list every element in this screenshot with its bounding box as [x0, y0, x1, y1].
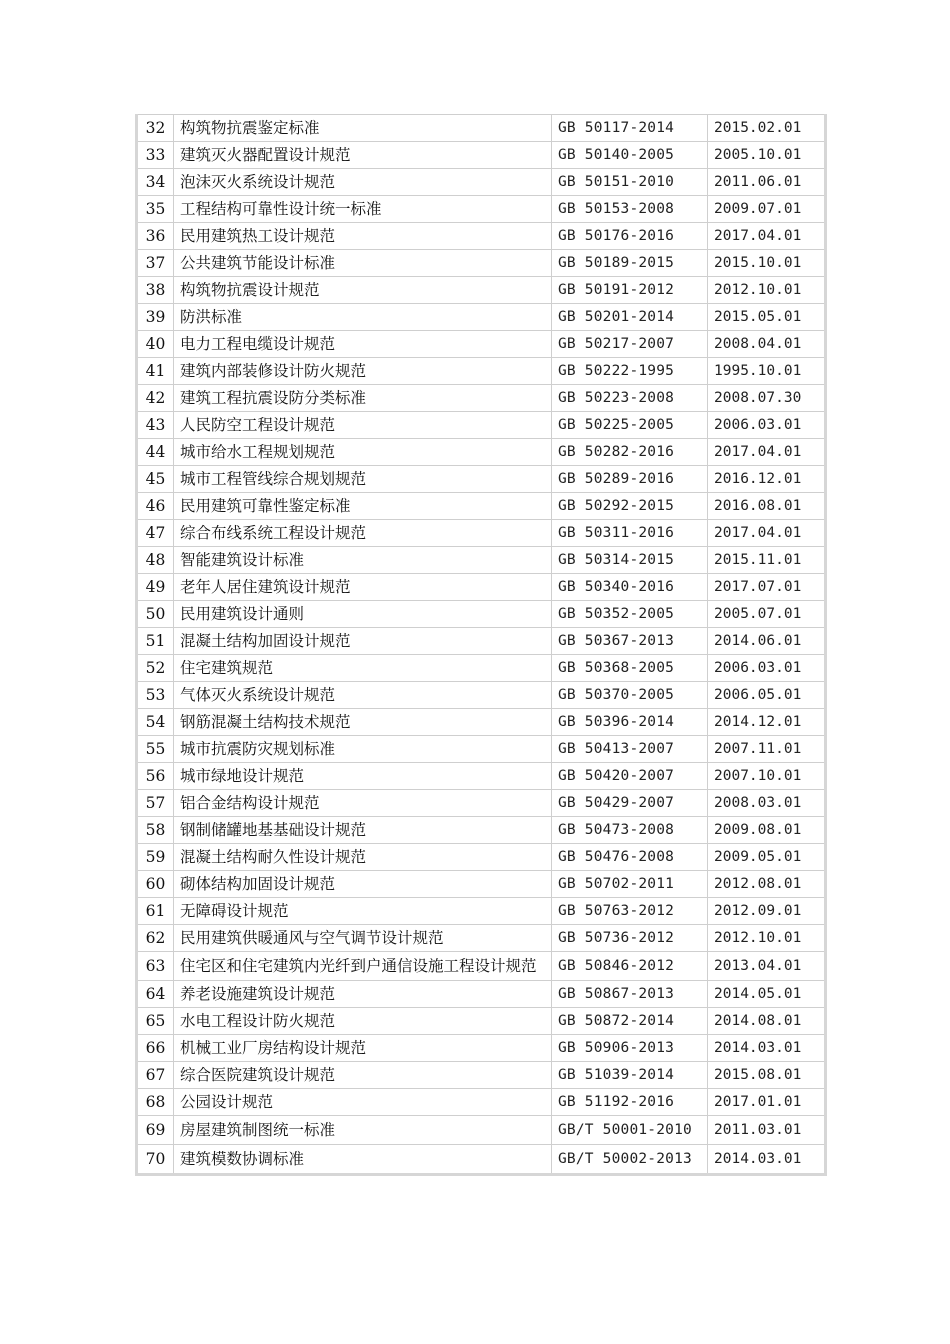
standard-name: 构筑物抗震设计规范 [174, 277, 552, 304]
table-row [137, 871, 826, 898]
table-row [137, 601, 826, 628]
effective-date: 2015.11.01 [708, 547, 826, 574]
standard-name: 电力工程电缆设计规范 [174, 331, 552, 358]
table-row [137, 142, 826, 169]
standard-name: 民用建筑设计通则 [174, 601, 552, 628]
standard-code: GB 51039-2014 [552, 1062, 708, 1089]
standard-code: GB 50872-2014 [552, 1008, 708, 1035]
standard-code: GB 50413-2007 [552, 736, 708, 763]
effective-date: 2017.07.01 [708, 574, 826, 601]
effective-date: 2009.08.01 [708, 817, 826, 844]
standard-name: 住宅建筑规范 [174, 655, 552, 682]
standard-code: GB 51192-2016 [552, 1089, 708, 1116]
standard-code: GB 50420-2007 [552, 763, 708, 790]
row-number: 48 [137, 547, 174, 574]
effective-date: 2006.03.01 [708, 412, 826, 439]
table-row [137, 682, 826, 709]
standard-code: GB 50292-2015 [552, 493, 708, 520]
row-number: 67 [137, 1062, 174, 1089]
effective-date: 2007.11.01 [708, 736, 826, 763]
standard-name: 公园设计规范 [174, 1089, 552, 1116]
row-number: 46 [137, 493, 174, 520]
table-row [137, 1089, 826, 1116]
standard-code: GB 50368-2005 [552, 655, 708, 682]
standard-name: 气体灭火系统设计规范 [174, 682, 552, 709]
row-number: 59 [137, 844, 174, 871]
table-row [137, 1145, 826, 1175]
table-row [137, 925, 826, 952]
standard-code: GB 50846-2012 [552, 952, 708, 981]
standard-name: 老年人居住建筑设计规范 [174, 574, 552, 601]
row-number: 49 [137, 574, 174, 601]
standard-code: GB 50429-2007 [552, 790, 708, 817]
row-number: 52 [137, 655, 174, 682]
standard-code: GB 50476-2008 [552, 844, 708, 871]
row-number: 70 [137, 1145, 174, 1175]
table-row [137, 250, 826, 277]
standard-name: 综合布线系统工程设计规范 [174, 520, 552, 547]
standard-name: 房屋建筑制图统一标准 [174, 1116, 552, 1145]
table-row [137, 493, 826, 520]
effective-date: 2014.03.01 [708, 1035, 826, 1062]
row-number: 39 [137, 304, 174, 331]
standard-code: GB 50191-2012 [552, 277, 708, 304]
row-number: 44 [137, 439, 174, 466]
standard-code: GB 50282-2016 [552, 439, 708, 466]
effective-date: 2009.05.01 [708, 844, 826, 871]
standard-name: 人民防空工程设计规范 [174, 412, 552, 439]
effective-date: 2005.10.01 [708, 142, 826, 169]
standard-code: GB 50396-2014 [552, 709, 708, 736]
standards-table-body [137, 115, 826, 1175]
effective-date: 2008.04.01 [708, 331, 826, 358]
standard-name: 公共建筑节能设计标准 [174, 250, 552, 277]
table-row [137, 331, 826, 358]
row-number: 62 [137, 925, 174, 952]
table-row [137, 952, 826, 981]
standard-name: 工程结构可靠性设计统一标准 [174, 196, 552, 223]
row-number: 55 [137, 736, 174, 763]
row-number: 41 [137, 358, 174, 385]
row-number: 69 [137, 1116, 174, 1145]
standard-name: 民用建筑可靠性鉴定标准 [174, 493, 552, 520]
standard-code: GB 50176-2016 [552, 223, 708, 250]
table-row [137, 547, 826, 574]
table-row [137, 439, 826, 466]
table-row [137, 277, 826, 304]
table-row [137, 466, 826, 493]
standard-name: 钢筋混凝土结构技术规范 [174, 709, 552, 736]
standard-name: 建筑内部装修设计防火规范 [174, 358, 552, 385]
standard-name: 建筑工程抗震设防分类标准 [174, 385, 552, 412]
effective-date: 2005.07.01 [708, 601, 826, 628]
row-number: 47 [137, 520, 174, 547]
standard-code: GB 50151-2010 [552, 169, 708, 196]
row-number: 61 [137, 898, 174, 925]
standard-code: GB 50217-2007 [552, 331, 708, 358]
table-row [137, 385, 826, 412]
row-number: 45 [137, 466, 174, 493]
standard-code: GB 50906-2013 [552, 1035, 708, 1062]
row-number: 57 [137, 790, 174, 817]
table-row [137, 709, 826, 736]
row-number: 38 [137, 277, 174, 304]
row-number: 58 [137, 817, 174, 844]
row-number: 32 [137, 115, 174, 142]
effective-date: 2009.07.01 [708, 196, 826, 223]
standard-code: GB/T 50001-2010 [552, 1116, 708, 1145]
standard-name: 水电工程设计防火规范 [174, 1008, 552, 1035]
effective-date: 2008.03.01 [708, 790, 826, 817]
row-number: 33 [137, 142, 174, 169]
standard-code: GB 50140-2005 [552, 142, 708, 169]
table-row [137, 817, 826, 844]
row-number: 51 [137, 628, 174, 655]
table-row [137, 169, 826, 196]
table-row [137, 223, 826, 250]
standard-name: 铝合金结构设计规范 [174, 790, 552, 817]
standard-name: 混凝土结构加固设计规范 [174, 628, 552, 655]
standard-name: 民用建筑供暖通风与空气调节设计规范 [174, 925, 552, 952]
standard-code: GB 50225-2005 [552, 412, 708, 439]
standard-code: GB 50117-2014 [552, 115, 708, 142]
standard-code: GB/T 50002-2013 [552, 1145, 708, 1175]
standard-code: GB 50367-2013 [552, 628, 708, 655]
standard-name: 智能建筑设计标准 [174, 547, 552, 574]
table-row [137, 1035, 826, 1062]
standard-code: GB 50370-2005 [552, 682, 708, 709]
row-number: 50 [137, 601, 174, 628]
standard-code: GB 50763-2012 [552, 898, 708, 925]
standard-name: 城市抗震防灾规划标准 [174, 736, 552, 763]
effective-date: 2014.06.01 [708, 628, 826, 655]
effective-date: 2012.09.01 [708, 898, 826, 925]
standard-code: GB 50153-2008 [552, 196, 708, 223]
row-number: 60 [137, 871, 174, 898]
standard-name: 住宅区和住宅建筑内光纤到户通信设施工程设计规范 [174, 952, 552, 981]
row-number: 66 [137, 1035, 174, 1062]
row-number: 43 [137, 412, 174, 439]
standard-name: 构筑物抗震鉴定标准 [174, 115, 552, 142]
table-row [137, 304, 826, 331]
table-row [137, 736, 826, 763]
standard-name: 城市工程管线综合规划规范 [174, 466, 552, 493]
effective-date: 2012.10.01 [708, 277, 826, 304]
effective-date: 2006.05.01 [708, 682, 826, 709]
standard-name: 砌体结构加固设计规范 [174, 871, 552, 898]
standard-name: 无障碍设计规范 [174, 898, 552, 925]
effective-date: 2017.01.01 [708, 1089, 826, 1116]
standard-code: GB 50340-2016 [552, 574, 708, 601]
effective-date: 2012.08.01 [708, 871, 826, 898]
standard-code: GB 50201-2014 [552, 304, 708, 331]
row-number: 54 [137, 709, 174, 736]
effective-date: 2017.04.01 [708, 520, 826, 547]
row-number: 40 [137, 331, 174, 358]
effective-date: 2006.03.01 [708, 655, 826, 682]
effective-date: 2011.03.01 [708, 1116, 826, 1145]
effective-date: 2015.08.01 [708, 1062, 826, 1089]
standard-name: 机械工业厂房结构设计规范 [174, 1035, 552, 1062]
effective-date: 1995.10.01 [708, 358, 826, 385]
row-number: 64 [137, 981, 174, 1008]
row-number: 35 [137, 196, 174, 223]
effective-date: 2015.10.01 [708, 250, 826, 277]
standard-name: 泡沫灭火系统设计规范 [174, 169, 552, 196]
standard-name: 建筑灭火器配置设计规范 [174, 142, 552, 169]
effective-date: 2017.04.01 [708, 439, 826, 466]
row-number: 68 [137, 1089, 174, 1116]
table-row [137, 358, 826, 385]
standard-code: GB 50473-2008 [552, 817, 708, 844]
standard-code: GB 50314-2015 [552, 547, 708, 574]
row-number: 53 [137, 682, 174, 709]
standard-code: GB 50702-2011 [552, 871, 708, 898]
table-row [137, 196, 826, 223]
standard-name: 城市给水工程规划规范 [174, 439, 552, 466]
row-number: 63 [137, 952, 174, 981]
standard-name: 民用建筑热工设计规范 [174, 223, 552, 250]
standard-name: 综合医院建筑设计规范 [174, 1062, 552, 1089]
standard-code: GB 50222-1995 [552, 358, 708, 385]
row-number: 37 [137, 250, 174, 277]
standard-name: 钢制储罐地基基础设计规范 [174, 817, 552, 844]
standard-name: 城市绿地设计规范 [174, 763, 552, 790]
standard-code: GB 50289-2016 [552, 466, 708, 493]
effective-date: 2014.05.01 [708, 981, 826, 1008]
row-number: 36 [137, 223, 174, 250]
effective-date: 2008.07.30 [708, 385, 826, 412]
row-number: 65 [137, 1008, 174, 1035]
table-row [137, 412, 826, 439]
standards-table [135, 114, 827, 1176]
effective-date: 2017.04.01 [708, 223, 826, 250]
effective-date: 2012.10.01 [708, 925, 826, 952]
standard-name: 养老设施建筑设计规范 [174, 981, 552, 1008]
effective-date: 2007.10.01 [708, 763, 826, 790]
effective-date: 2014.12.01 [708, 709, 826, 736]
effective-date: 2016.12.01 [708, 466, 826, 493]
effective-date: 2015.02.01 [708, 115, 826, 142]
row-number: 34 [137, 169, 174, 196]
table-row [137, 1062, 826, 1089]
table-row [137, 844, 826, 871]
effective-date: 2014.08.01 [708, 1008, 826, 1035]
effective-date: 2016.08.01 [708, 493, 826, 520]
effective-date: 2014.03.01 [708, 1145, 826, 1175]
standard-code: GB 50189-2015 [552, 250, 708, 277]
table-row [137, 628, 826, 655]
row-number: 56 [137, 763, 174, 790]
standard-name: 建筑模数协调标准 [174, 1145, 552, 1175]
standard-code: GB 50352-2005 [552, 601, 708, 628]
table-row [137, 115, 826, 142]
standard-name: 防洪标准 [174, 304, 552, 331]
effective-date: 2011.06.01 [708, 169, 826, 196]
standard-code: GB 50223-2008 [552, 385, 708, 412]
effective-date: 2013.04.01 [708, 952, 826, 981]
table-row [137, 898, 826, 925]
table-row [137, 790, 826, 817]
table-row [137, 520, 826, 547]
standard-code: GB 50867-2013 [552, 981, 708, 1008]
table-row [137, 1008, 826, 1035]
table-row [137, 1116, 826, 1145]
effective-date: 2015.05.01 [708, 304, 826, 331]
table-row [137, 981, 826, 1008]
standard-code: GB 50736-2012 [552, 925, 708, 952]
standard-code: GB 50311-2016 [552, 520, 708, 547]
table-row [137, 763, 826, 790]
standard-name: 混凝土结构耐久性设计规范 [174, 844, 552, 871]
table-row [137, 655, 826, 682]
row-number: 42 [137, 385, 174, 412]
table-row [137, 574, 826, 601]
